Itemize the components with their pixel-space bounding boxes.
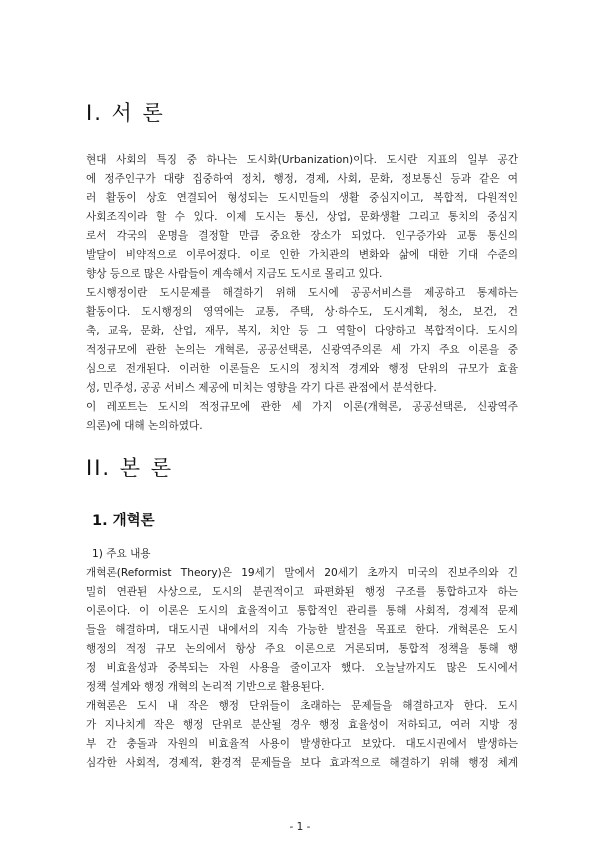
paragraph-line: 가 지나치게 작은 행정 단위로 분산될 경우 행정 효율성이 저하되고, 여러 지방 정 — [86, 719, 518, 731]
paragraph-line: 개혁론은 도시 내 작은 행정 단위들이 초래하는 문제들을 해결하고자 한다. 도시 — [86, 700, 518, 712]
paragraph-line: 행정의 적정 규모 논의에서 항상 주요 이론으로 거론되며, 통합적 정책을 통해 행 — [86, 643, 518, 655]
page-number: - 1 - — [289, 821, 311, 833]
paragraph-line: 향상 등으로 많은 사람들이 계속해서 지금도 도시로 몰리고 있다. — [86, 268, 383, 280]
paragraph-line: 축, 교육, 문화, 산업, 재무, 복지, 치안 등 그 역할이 다양하고 복합적이다. 도시의 — [86, 325, 518, 337]
paragraph-line: 이론이다. 이 이론은 도시의 효율적이고 통합적인 관리를 통해 사회적, 경제적 문제 — [86, 605, 518, 617]
paragraph-line: 개혁론(Reformist Theory)은 19세기 말에서 20세기 초까지 미국의 진보주의와 긴 — [86, 567, 518, 579]
paragraph-line: 정책 설계와 행정 개혁의 논리적 기반으로 활용된다. — [86, 681, 325, 693]
paragraph-line: 정 비효율성과 중복되는 자원 사용을 줄이고자 했다. 오늘날까지도 많은 도시에서 — [86, 662, 518, 674]
paragraph-line: 발달이 비약적으로 이루어졌다. 이로 인한 가치관의 변화와 삶에 대한 기대 수준의 — [86, 249, 518, 261]
paragraph-line: 들을 해결하며, 대도시권 내에서의 지속 가능한 발전을 목표로 한다. 개혁론은 도시 — [86, 624, 518, 636]
paragraph-line: 성, 민주성, 공공 서비스 제공에 미치는 영향을 각기 다른 관점에서 분석한다. — [86, 382, 437, 394]
paragraph-line: 에 정주인구가 대량 집중하여 정치, 행정, 경제, 사회, 문화, 정보통신 등과 같은 여 — [86, 173, 518, 185]
paragraph-line: 로서 각국의 운명을 결정할 만큼 중요한 장소가 되었다. 인구증가와 교통 통신의 — [86, 230, 518, 242]
paragraph-line: 활동이다. 도시행정의 영역에는 교통, 주택, 상·하수도, 도시계획, 청소, 보건, 건 — [86, 306, 518, 318]
paragraph-line: 의론)에 대해 논의하였다. — [86, 420, 203, 432]
paragraph-line: 사회조직이라 할 수 있다. 이제 도시는 통신, 상업, 문화생활 그리고 통치의 중심지 — [86, 211, 518, 223]
subsection-heading-reformist: 1. 개혁론 — [92, 513, 155, 529]
paragraph-line: 러 활동이 상호 연결되어 형성되는 도시민들의 생활 중심지이고, 복합적, 다원적인 — [86, 192, 518, 204]
paragraph-line: 현대 사회의 특징 중 하나는 도시화(Urbanization)이다. 도시란 지표의 일부 공간 — [86, 154, 518, 166]
paragraph-line: 심각한 사회적, 경제적, 환경적 문제들을 보다 효과적으로 해결하기 위해 행정 체계 — [86, 757, 518, 769]
paragraph-line: 적정규모에 관한 논의는 개혁론, 공공선택론, 신광역주의론 세 가지 주요 이론을 중 — [86, 344, 518, 356]
paragraph-line: 이 레포트는 도시의 적정규모에 관한 세 가지 이론(개혁론, 공공선택론, 신광역주 — [86, 401, 518, 413]
paragraph-line: 부 간 충돌과 자원의 비효율적 사용이 발생한다고 보았다. 대도시권에서 발생하는 — [86, 738, 518, 750]
paragraph-line: 밀히 연관된 사상으로, 도시의 분권적이고 파편화된 행정 구조를 통합하고자 하는 — [86, 586, 518, 598]
paragraph-line: 심으로 전개된다. 이러한 이론들은 도시의 정치적 경계와 행정 단위의 규모가 효율 — [86, 363, 518, 375]
section-heading-introduction: I. 서 론 — [86, 101, 165, 125]
paragraph-line: 도시행정이란 도시문제를 해결하기 위해 도시에 공공서비스를 제공하고 통제하는 — [86, 287, 518, 299]
section-heading-body: II. 본 론 — [86, 456, 173, 480]
subsection-label: 1) 주요 내용 — [92, 548, 151, 560]
